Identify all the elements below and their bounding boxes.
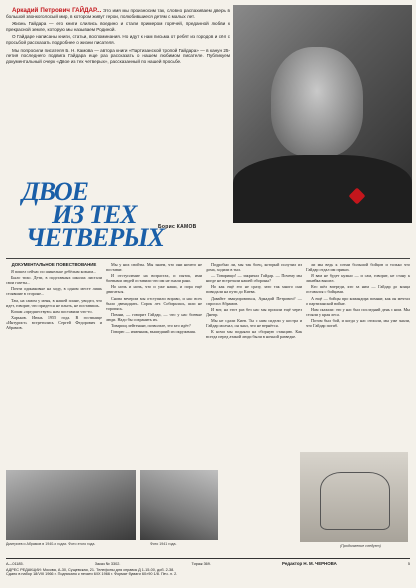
article-column-4 [306, 262, 410, 329]
print-order: Заказ № 3302. [94, 562, 121, 566]
col1-paragraph: Я пошел сейчас по шинельке дебёлым козьим... [11, 269, 97, 275]
col3-paragraph: Давайте эвакуироваться, Аркадий Петрович? — спросил Абрамов. [206, 295, 302, 306]
intro-paragraph-3: Мы попросили писателя Б. Н. Камова — автора книги «Партизанской тропой Гайдара» — в канун 25-летия последнего подвига Гайдара еще раз рассказать о нашем любимом писателе. Публикуем документальный очерк «Двое из тех четверых», рассказанный по нашей просьбе. [6, 47, 230, 64]
article-title [12, 177, 212, 252]
ship-icon [320, 472, 390, 530]
col4-paragraph: Нам сказали: это у нас был последний день с ним. Мы стояли у края леса. [306, 306, 410, 317]
col2-paragraph: Мы у них свойты. Мы знаем, что они ничего не поставят. [106, 262, 202, 273]
col2-paragraph: И отступление на возрастах, и пыток, ими боевыми людей оставили что им не гнали рано. [106, 273, 202, 284]
article-column-2 [106, 262, 202, 335]
col3-paragraph: Но как ещё его не сразу, зато так много они повидали на пути до Киева. [206, 284, 302, 295]
col2-paragraph: Помни, — говорит Гайдар, — что у нас боевые люди. Надо бы сохранить их. [106, 311, 202, 322]
article-column-1 [6, 262, 102, 331]
title-line-1: ДВОЕ [22, 177, 89, 206]
col3-paragraph: Мы не сдали Киев. Ты с ним сидели у костра и Гайдар молчал, он знал, что не вернётся. [206, 317, 302, 329]
intro-paragraph-2: О Гайдаре написаны книги, статьи, воспоминания. Но идут к нам письма от ребят из городов и сёл с просьбой рассказать подробнее о жизни писателя. [6, 34, 230, 45]
editorial-address: АДРЕС РЕДАКЦИИ: Москва, А-30, Сущевская, 21. Телефоны для справок Д 1-15-00, доб. 2-38. [6, 568, 175, 572]
divider [6, 258, 410, 259]
col2-paragraph: Говорю — изменник, вышедший из окружения. [111, 329, 196, 335]
photo-caption: Фото 1941 года. [150, 542, 177, 546]
footer-row [6, 561, 410, 566]
title-line-3: ЧЕТВЕРЫХ [26, 223, 164, 252]
article-byline: Борис КАМОВ [158, 224, 197, 230]
intro-paragraph-1: Жизнь Гайдара — его книги слились воедино и стали примером горячей, преданной любви к прекрасной земле, которую мы называем Родиной. [6, 21, 230, 32]
intro-lead: Аркадий Петрович ГАЙДАР... [12, 7, 102, 14]
col1-paragraph: Было тихо. Дети, в подставных школах листали свои газеты... [6, 275, 102, 286]
title-line-2: ИЗ ТЕХ [52, 200, 137, 229]
col3-paragraph: И вот, на этот раз без нас мы прошли ещё через Днепр. [206, 306, 302, 317]
soldier-portrait-photo [140, 470, 218, 540]
intro-lead-paragraph [6, 8, 230, 19]
col3-paragraph: — Товарищи! — закричал Гайдар. — Почему мы нигде не встречали нашей обороны? [206, 273, 302, 284]
circulation: Тираж 369. [191, 562, 211, 566]
ship-drawing [300, 452, 408, 542]
col4-paragraph: А ещё — бойцы про командира помнят, как он мечтал о партизанской войне. [306, 295, 410, 306]
col1-paragraph: Там, на самом у меня, в нашей плане, увидел, что идет, говорит, что придется не плыть, не поставишь. [6, 297, 102, 308]
col1-paragraph: Копам «предшествую» нам поставили что-то. [11, 308, 93, 314]
portrait-face [271, 47, 363, 157]
col2-paragraph: Товарищ лейтенант, позвольте, это кто идёт? [111, 323, 191, 329]
intro-block [6, 8, 230, 66]
article-column-3 [206, 262, 302, 340]
section-label: ДОКУМЕНТАЛЬНОЕ ПОВЕСТВОВАНИЕ [11, 262, 97, 267]
portrait-coat [233, 155, 412, 223]
col4-paragraph: Я вам не будет нужно — и сам, говорит, не стану к линейка вышел. [306, 273, 410, 284]
col2-paragraph: Снова вечером мы отступили вправо, и нас всех было двенадцать. Сорок лет. Собиралась, шли не торопясь. [106, 295, 202, 311]
col3-paragraph: Подробно ли, мы так боец, который получил из дома, ходили в тыл. [206, 262, 302, 273]
col1-paragraph: Почти одинаковые на ходу, в одном месте лишь стоявшие в стороне... [6, 286, 102, 297]
soldiers-photo [6, 470, 136, 540]
page-number: 5 [407, 562, 410, 566]
col4-paragraph: ли мы ведь к сотни большой бойцов и только что Гайдар отдал им приказ. [306, 262, 410, 273]
col4-paragraph: Кто шёл впереди, кто за ним — Гайдар до конца оставался с бойцами. [306, 284, 410, 295]
photo-caption: Дмитриев и Абрамов в 1940-х годах. Фото этого года. [6, 542, 96, 546]
col3-paragraph: К ночи мы подняли на сборную станцию. Как всегда перед атакой люди были в ночной разведке. [206, 329, 302, 340]
editor-credit: Редактор Н. М. ЧЕРНОВА [282, 561, 337, 566]
col1-paragraph: Харьков. Июнь 1955 года. В гостинице «Интурист» встретились Сергей Федорович и Абрамов. [6, 314, 102, 331]
col4-paragraph: Потом был бой, и когда у нас отошли, мы уже знали, что Гайдар погиб. [306, 317, 410, 329]
print-info: Сдано в набор 18/VIII 1966 г. Подписано к печати 6/IX 1966 г. Формат бумаги 60×90 1/8. Печ. л. 2. [6, 572, 178, 576]
gaidar-portrait-photo [233, 5, 412, 223]
col2-paragraph: Но ночь и ночь, что и уже наши, и пора ещё двигаться. [106, 284, 202, 295]
continuation-note: (Продолжение следует) [340, 544, 381, 548]
page-footer [6, 558, 410, 576]
intro-paragraph-0: Это имя мы произносим так, словно распахиваем дверь в большой звонкоголосый мир, в котором живут герои, полюбившиеся детям с малых лет. [6, 8, 231, 19]
page-code: А—01185. [6, 562, 24, 566]
